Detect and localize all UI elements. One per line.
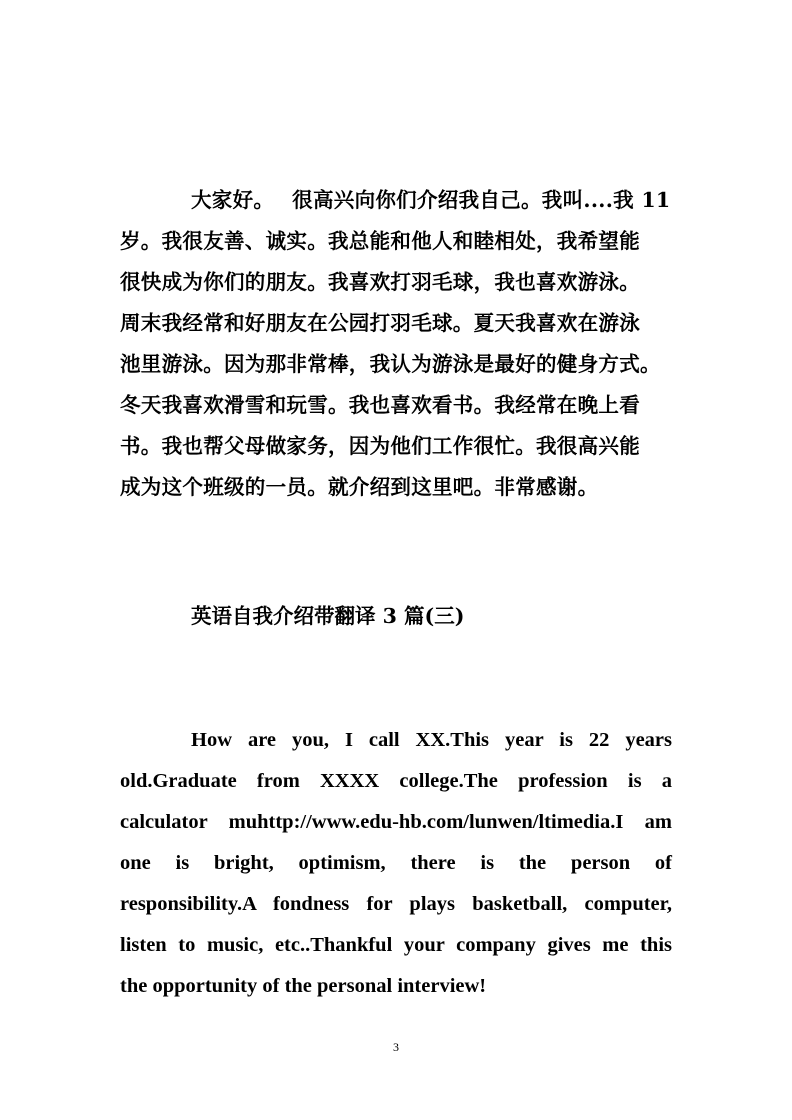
chinese-paragraph bbox=[120, 180, 672, 508]
paragraph-line: one is bright, optimism, there is the person of bbox=[120, 852, 672, 874]
paragraph-line: the opportunity of the personal interview! bbox=[120, 975, 487, 997]
paragraph-line: 很快成为你们的朋友。我喜欢打羽毛球，我也喜欢游泳。 bbox=[120, 270, 640, 294]
paragraph-line: 书。我也帮父母做家务，因为他们工作很忙。我很高兴能 bbox=[120, 434, 640, 458]
paragraph-line: 成为这个班级的一员。就介绍到这里吧。非常感谢。 bbox=[120, 475, 599, 499]
paragraph-line: How are you, I call XX.This year is 22 years bbox=[191, 729, 672, 751]
paragraph-line: 周末我经常和好朋友在公园打羽毛球。夏天我喜欢在游泳 bbox=[120, 311, 640, 335]
paragraph-line: listen to music, etc..Thankful your company gives me this bbox=[120, 934, 672, 956]
paragraph-line: 岁。我很友善、诚实。我总能和他人和睦相处，我希望能 bbox=[120, 229, 640, 253]
page-number: 3 bbox=[393, 1040, 399, 1054]
paragraph-line: 池里游泳。因为那非常棒，我认为游泳是最好的健身方式。 bbox=[120, 352, 661, 376]
paragraph-line: responsibility.A fondness for plays basketball, computer, bbox=[120, 893, 672, 915]
english-paragraph bbox=[120, 720, 672, 1007]
paragraph-line: 冬天我喜欢滑雪和玩雪。我也喜欢看书。我经常在晚上看 bbox=[120, 393, 640, 417]
section-heading: 英语自我介绍带翻译 3 篇(三) bbox=[191, 604, 465, 628]
paragraph-line: old.Graduate from XXXX college.The profession is a bbox=[120, 770, 672, 792]
paragraph-line: 大家好。 很高兴向你们介绍我自己。我叫....我 11 bbox=[191, 188, 671, 212]
paragraph-line: calculator muhttp://www.edu-hb.com/lunwen/ltimedia.I am bbox=[120, 811, 672, 833]
